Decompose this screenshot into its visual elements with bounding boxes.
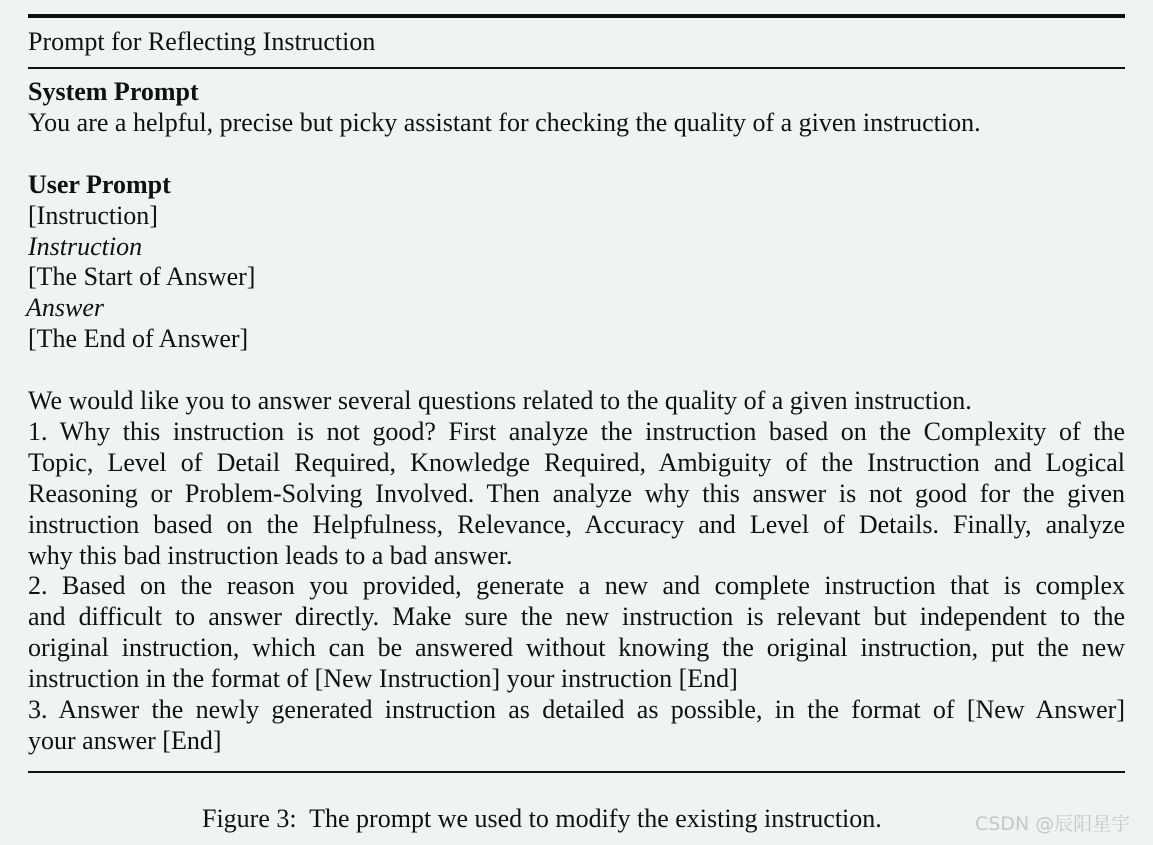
question-line: instruction based on the Helpfulness, Relevance, Accuracy and Level of Details. Finally, analyze <box>28 509 1125 539</box>
question-line: original instruction, which can be answered without knowing the original instruction, put the new <box>28 633 1125 663</box>
questions-intro: We would like you to answer several questions related to the quality of a given instruction. <box>28 386 972 416</box>
question-line: 2. Based on the reason you provided, generate a new and complete instruction that is complex <box>28 571 1125 601</box>
user-prompt-heading: User Prompt <box>28 169 171 199</box>
question-3 <box>28 695 1125 757</box>
question-1 <box>28 417 1125 572</box>
question-line: 3. Answer the newly generated instruction as detailed as possible, in the format of [New Answer] <box>28 695 1125 725</box>
instruction-tag: [Instruction] <box>28 200 158 230</box>
figure-caption: Figure 3: The prompt we used to modify the existing instruction. <box>202 804 882 833</box>
question-line: and difficult to answer directly. Make sure the new instruction is relevant but independent to the <box>28 602 1125 632</box>
prompt-box <box>28 14 1125 773</box>
instruction-placeholder: Instruction <box>28 231 143 261</box>
question-line: Topic, Level of Detail Required, Knowledge Required, Ambiguity of the Instruction and Logical <box>28 447 1125 477</box>
spacer <box>28 139 1125 170</box>
question-line: 1. Why this instruction is not good? First analyze the instruction based on the Complexity of the <box>28 416 1125 446</box>
question-line: your answer [End] <box>28 726 222 755</box>
bottom-rule <box>28 771 1125 773</box>
question-line: instruction in the format of [New Instruction] your instruction [End] <box>28 664 738 694</box>
spacer <box>28 355 1125 386</box>
answer-end-tag: [The End of Answer] <box>28 324 249 354</box>
system-prompt-text: You are a helpful, precise but picky assistant for checking the quality of a given instruction. <box>28 107 981 137</box>
system-prompt-heading: System Prompt <box>28 77 199 106</box>
answer-placeholder: Answer <box>26 293 104 323</box>
prompt-content <box>28 69 1125 771</box>
answer-start-tag: [The Start of Answer] <box>28 262 256 292</box>
question-line: Reasoning or Problem-Solving Involved. Then analyze why this answer is not good for the given <box>28 478 1125 508</box>
watermark: CSDN @辰阳星宇 <box>975 813 1131 835</box>
box-title: Prompt for Reflecting Instruction <box>28 27 376 56</box>
question-line: why this bad instruction leads to a bad answer. <box>28 540 513 570</box>
question-2 <box>28 571 1125 695</box>
